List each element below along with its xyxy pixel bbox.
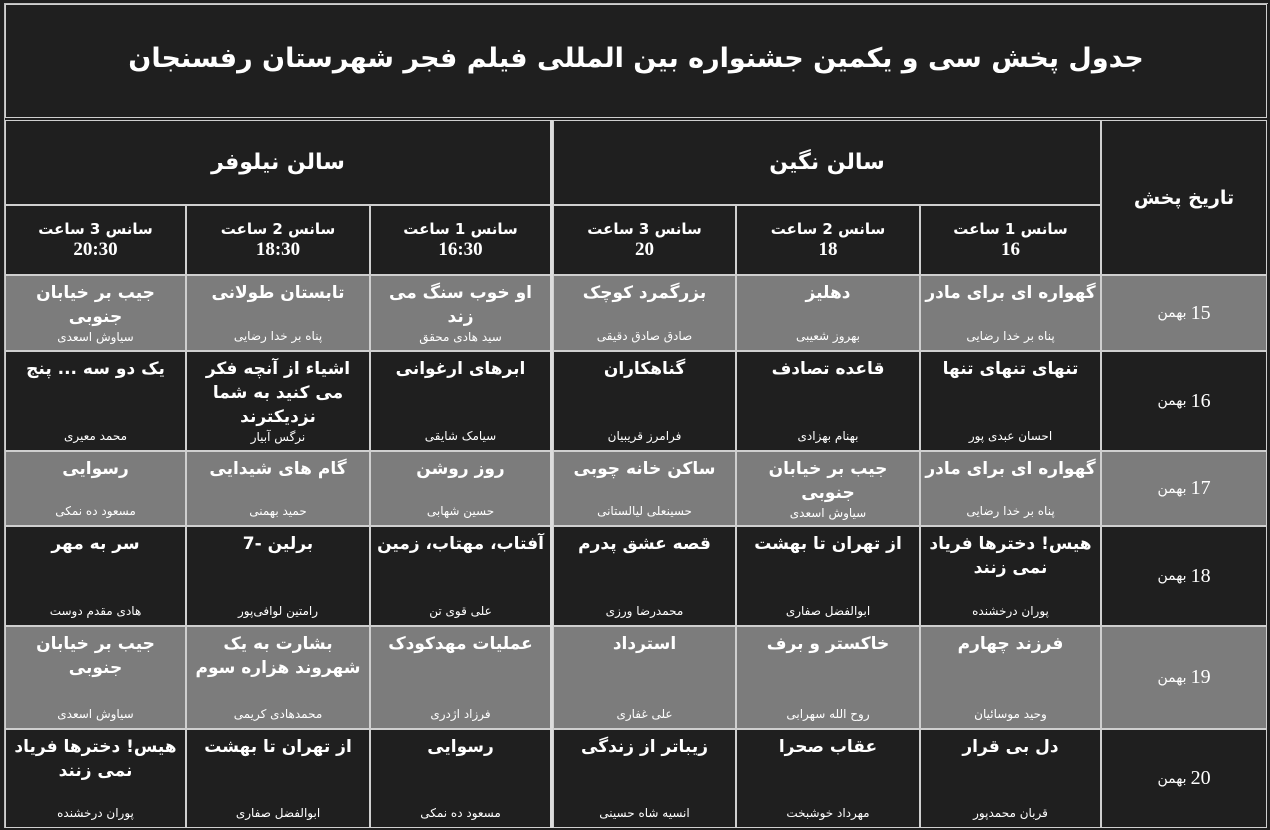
film-title: قصه عشق پدرم [578,534,711,554]
film-director: مسعود ده نمکی [55,504,136,518]
screening-cell [5,526,186,626]
date-month: بهمن [1157,568,1187,584]
screening-cell [5,451,186,526]
screening-cell [736,626,920,729]
film-director: سیاوش اسعدی [57,330,134,344]
screening-cell [920,275,1101,351]
film-title: سر به مهر [51,534,140,554]
film-director: ابوالفضل صفاری [235,806,321,820]
film-director: پوران درخشنده [972,604,1049,618]
film-title: استرداد [612,634,677,654]
film-director: محمدرضا ورزی [605,604,684,618]
film-director: هادی مقدم دوست [49,604,142,618]
date-day: 20 [1190,767,1211,789]
film-director: پناه بر خدا رضایی [233,329,323,343]
film-title: گناهکاران [603,359,686,379]
film-director: روح الله سهرابی [786,707,870,721]
session-label: سانس 3 ساعت [587,220,702,238]
date-month: بهمن [1157,669,1187,686]
film-title: ابرهای ارغوانی [395,359,526,379]
film-title: جیب بر خیابان جنوبی [36,634,155,678]
film-director: محمدهادی کریمی [233,707,323,721]
screening-cell [370,451,551,526]
date-header-label: تاریخ پخش [1133,186,1235,209]
session-label: سانس 2 ساعت [770,220,886,238]
film-title: عملیات مهدکودک [388,634,533,654]
date-month: بهمن [1157,770,1187,787]
screening-cell [553,351,736,451]
hall-divider [550,120,553,828]
film-title: قاعده تصادف [771,359,885,379]
page-title: جدول پخش سی و یکمین جشنواره بین المللی فیلم فجر شهرستان رفسنجان [128,42,1144,74]
hall-header-negin [553,120,1101,205]
screening-cell [920,526,1101,626]
screening-cell [186,526,370,626]
film-director: انسیه شاه حسینی [599,806,690,820]
film-title: از تهران تا بهشت [204,737,352,757]
title-banner [5,4,1267,118]
screening-cell [370,626,551,729]
film-title: از تهران تا بهشت [754,534,902,554]
film-title: عقاب صحرا [778,737,878,757]
session-label: سانس 2 ساعت [220,220,336,238]
film-title: گام های شیدایی [209,459,347,479]
film-director: پوران درخشنده [57,806,134,820]
session-header [736,205,920,275]
film-title: خاکستر و برف [766,634,890,654]
session-time: 18 [818,239,838,260]
session-label: سانس 1 ساعت [403,220,518,238]
film-director: حمید بهمنی [249,504,307,518]
session-header [370,205,551,275]
screening-cell [186,351,370,451]
date-day: 19 [1190,666,1211,688]
film-title: برلین -7 [242,534,314,554]
screening-cell [5,351,186,451]
film-director: وحید موسائیان [974,707,1047,721]
date-day: 16 [1190,389,1211,412]
film-title: رسوایی [427,737,494,757]
screening-cell [186,275,370,351]
session-time: 20:30 [73,239,118,260]
film-title: تابستان طولانی [211,283,345,303]
film-title: زیباتر از زندگی [581,737,708,757]
film-director: صادق صادق دقیقی [596,329,693,343]
film-title: یک دو سه ... پنج [26,359,165,379]
film-director: ابوالفضل صفاری [785,604,871,618]
film-director: مسعود ده نمکی [420,806,501,820]
screening-cell [5,729,186,828]
film-title: گهواره ای برای مادر [925,459,1096,479]
date-cell [1101,626,1267,729]
date-day: 15 [1190,301,1211,324]
film-director: بهنام بهزادی [797,429,859,443]
session-label: سانس 3 ساعت [38,220,153,238]
film-title: آفتاب، مهتاب، زمین [377,534,544,554]
screening-cell [920,729,1101,828]
date-month: بهمن [1157,305,1187,321]
film-director: قربان محمدپور [973,806,1048,820]
session-label: سانس 1 ساعت [953,220,1068,238]
screening-cell [370,729,551,828]
screening-cell [370,351,551,451]
date-cell [1101,275,1267,351]
film-director: محمد معیری [63,429,128,443]
film-title: فرزند چهارم [957,634,1064,654]
hall-name-negin: سالن نگین [769,150,885,175]
film-director: سید هادی محقق [419,330,502,344]
date-day: 18 [1190,564,1211,587]
film-director: پناه بر خدا رضایی [966,329,1055,343]
screening-cell [186,729,370,828]
screening-cell [5,626,186,729]
session-header [920,205,1101,275]
screening-cell [5,275,186,351]
film-director: فرزاد اژدری [430,707,491,721]
screening-cell [370,526,551,626]
film-director: حسینعلی لیالستانی [597,504,692,518]
film-title: بشارت به یک شهروند هزاره سوم [195,634,361,678]
film-director: علی غفاری [616,707,673,721]
screening-cell [736,451,920,526]
film-title: جیب بر خیابان جنوبی [36,283,155,327]
film-director: نرگس آبیار [250,430,306,444]
screening-cell [736,275,920,351]
screening-cell [553,451,736,526]
screening-cell [736,351,920,451]
film-director: احسان عبدی پور [968,429,1053,443]
screening-cell [553,526,736,626]
session-header [553,205,736,275]
screening-cell [553,275,736,351]
film-director: سیاوش اسعدی [57,707,134,721]
film-title: دهلیز [805,283,851,303]
film-title: اشیاء از آنچه فکر می کنید به شما نزدیکترند [205,359,351,427]
film-director: بهروز شعیبی [796,329,860,343]
screening-cell [920,451,1101,526]
film-director: حسین شهابی [426,504,495,518]
session-time: 16 [1001,239,1020,260]
session-time: 16:30 [438,239,483,260]
date-month: بهمن [1157,393,1187,409]
session-header [5,205,186,275]
film-title: هیس! دخترها فریاد نمی زنند [14,737,177,781]
date-month: بهمن [1157,480,1187,497]
hall-name-niloufar: سالن نیلوفر [211,150,345,175]
film-title: گهواره ای برای مادر [925,283,1096,303]
session-time: 20 [635,239,654,260]
date-cell [1101,351,1267,451]
film-title: ساکن خانه چوبی [573,459,716,479]
screening-cell [736,526,920,626]
screening-cell [920,351,1101,451]
screening-cell [920,626,1101,729]
session-header [186,205,370,275]
film-title: جیب بر خیابان جنوبی [768,459,888,503]
hall-header-niloufar [5,120,551,205]
film-title: بزرگمرد کوچک [582,283,707,303]
film-title: تنهای تنهای تنها [942,359,1079,379]
film-director: مهرداد خوشبخت [786,806,870,820]
session-time: 18:30 [255,239,301,260]
film-director: رامتین لوافی‌پور [238,604,319,618]
film-director: سیامک شایقی [424,429,497,443]
screening-cell [553,729,736,828]
film-title: دل بی قرار [962,737,1059,757]
film-director: پناه بر خدا رضایی [966,504,1055,518]
film-title: روز روشن [416,459,505,479]
screening-cell [186,626,370,729]
date-cell [1101,729,1267,828]
film-title: هیس! دخترها فریاد نمی زنند [929,534,1092,578]
film-director: سیاوش اسعدی [789,506,867,520]
film-title: رسوایی [62,459,129,479]
screening-cell [736,729,920,828]
date-cell [1101,451,1267,526]
date-cell [1101,526,1267,626]
date-day: 17 [1190,477,1211,499]
screening-cell [186,451,370,526]
film-director: فرامرز قریبیان [607,429,682,443]
date-column-header [1101,120,1267,275]
screening-cell [370,275,551,351]
film-director: علی قوی تن [429,604,492,618]
film-title: او خوب سنگ می زند [389,283,532,327]
screening-cell [553,626,736,729]
